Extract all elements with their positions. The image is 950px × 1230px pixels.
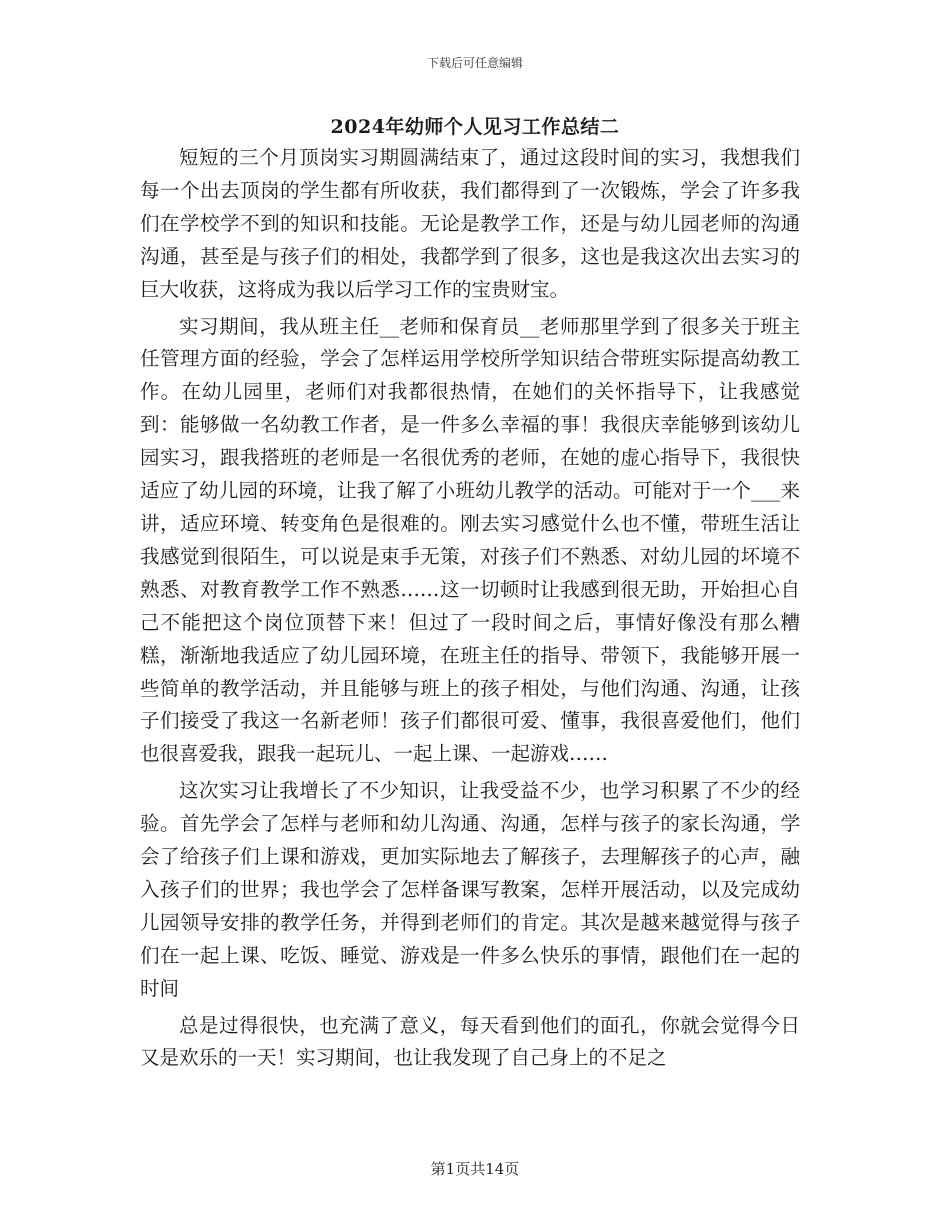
document-title: 2024年幼师个人见习工作总结二 [330,116,620,138]
page-footer: 第1页共14页 [430,1160,520,1178]
paragraph-2: 实习期间，我从班主任__老师和保育员__老师那里学到了很多关于班主任管理方面的经验，学会了怎样运用学校所学知识结合带班实际提高幼教工作。在幼儿园里，老师们对我都很热情，在她们的关怀指导下，让我感觉到：能够做一名幼教工作者，是一件多么幸福的事！我很庆幸能够到该幼儿园实习，跟我搭班的老师是一名很优秀的老师，在她的虚心指导下，我很快适应了幼儿园的环境，让我了解了小班幼儿教学的活动。可能对于一个___来讲，适应环境、转变角色是很难的。刚去实习感觉什么也不懂，带班生活让我感觉到很陌生，可以说是束手无策，对孩子们不熟悉、对幼儿园的坏境不熟悉、对教育教学工作不熟悉……这一切顿时让我感到很无助，开始担心自己不能把这个岗位顶替下来！但过了一段时间之后，事情好像没有那么糟糕，渐渐地我适应了幼儿园环境，在班主任的指导、带领下，我能够开展一些简单的教学活动，并且能够与班上的孩子相处，与他们沟通、沟通，让孩子们接受了我这一名新老师！孩子们都很可爱、懂事，我很喜爱他们，他们也很喜爱我，跟我一起玩儿、一起上课、一起游戏…… [140,314,800,766]
paragraph-4: 总是过得很快，也充满了意义，每天看到他们的面孔，你就会觉得今日又是欢乐的一天！实习期间，也让我发现了自己身上的不足之 [140,1013,800,1070]
document-body [140,142,800,1079]
paragraph-1: 短短的三个月顶岗实习期圆满结束了，通过这段时间的实习，我想我们每一个出去顶岗的学生都有所收获，我们都得到了一次锻炼，学会了许多我们在学校学不到的知识和技能。无论是教学工作，还是与幼儿园老师的沟通沟通，甚至是与孩子们的相处，我都学到了很多，这也是我这次出去实习的巨大收获，这将成为我以后学习工作的宝贵财宝。 [140,146,800,301]
paragraph-3: 这次实习让我增长了不少知识，让我受益不少，也学习积累了不少的经验。首先学会了怎样与老师和幼儿沟通、沟通，怎样与孩子的家长沟通，学会了给孩子们上课和游戏，更加实际地去了解孩子，去理解孩子的心声，融入孩子们的世界；我也学会了怎样备课写教案，怎样开展活动，以及完成幼儿园领导安排的教学任务，并得到老师们的肯定。其次是越来越觉得与孩子们在一起上课、吃饭、睡觉、游戏是一件多么快乐的事情，跟他们在一起的时间 [140,779,800,1000]
header-note: 下载后可任意编辑 [426,56,523,70]
